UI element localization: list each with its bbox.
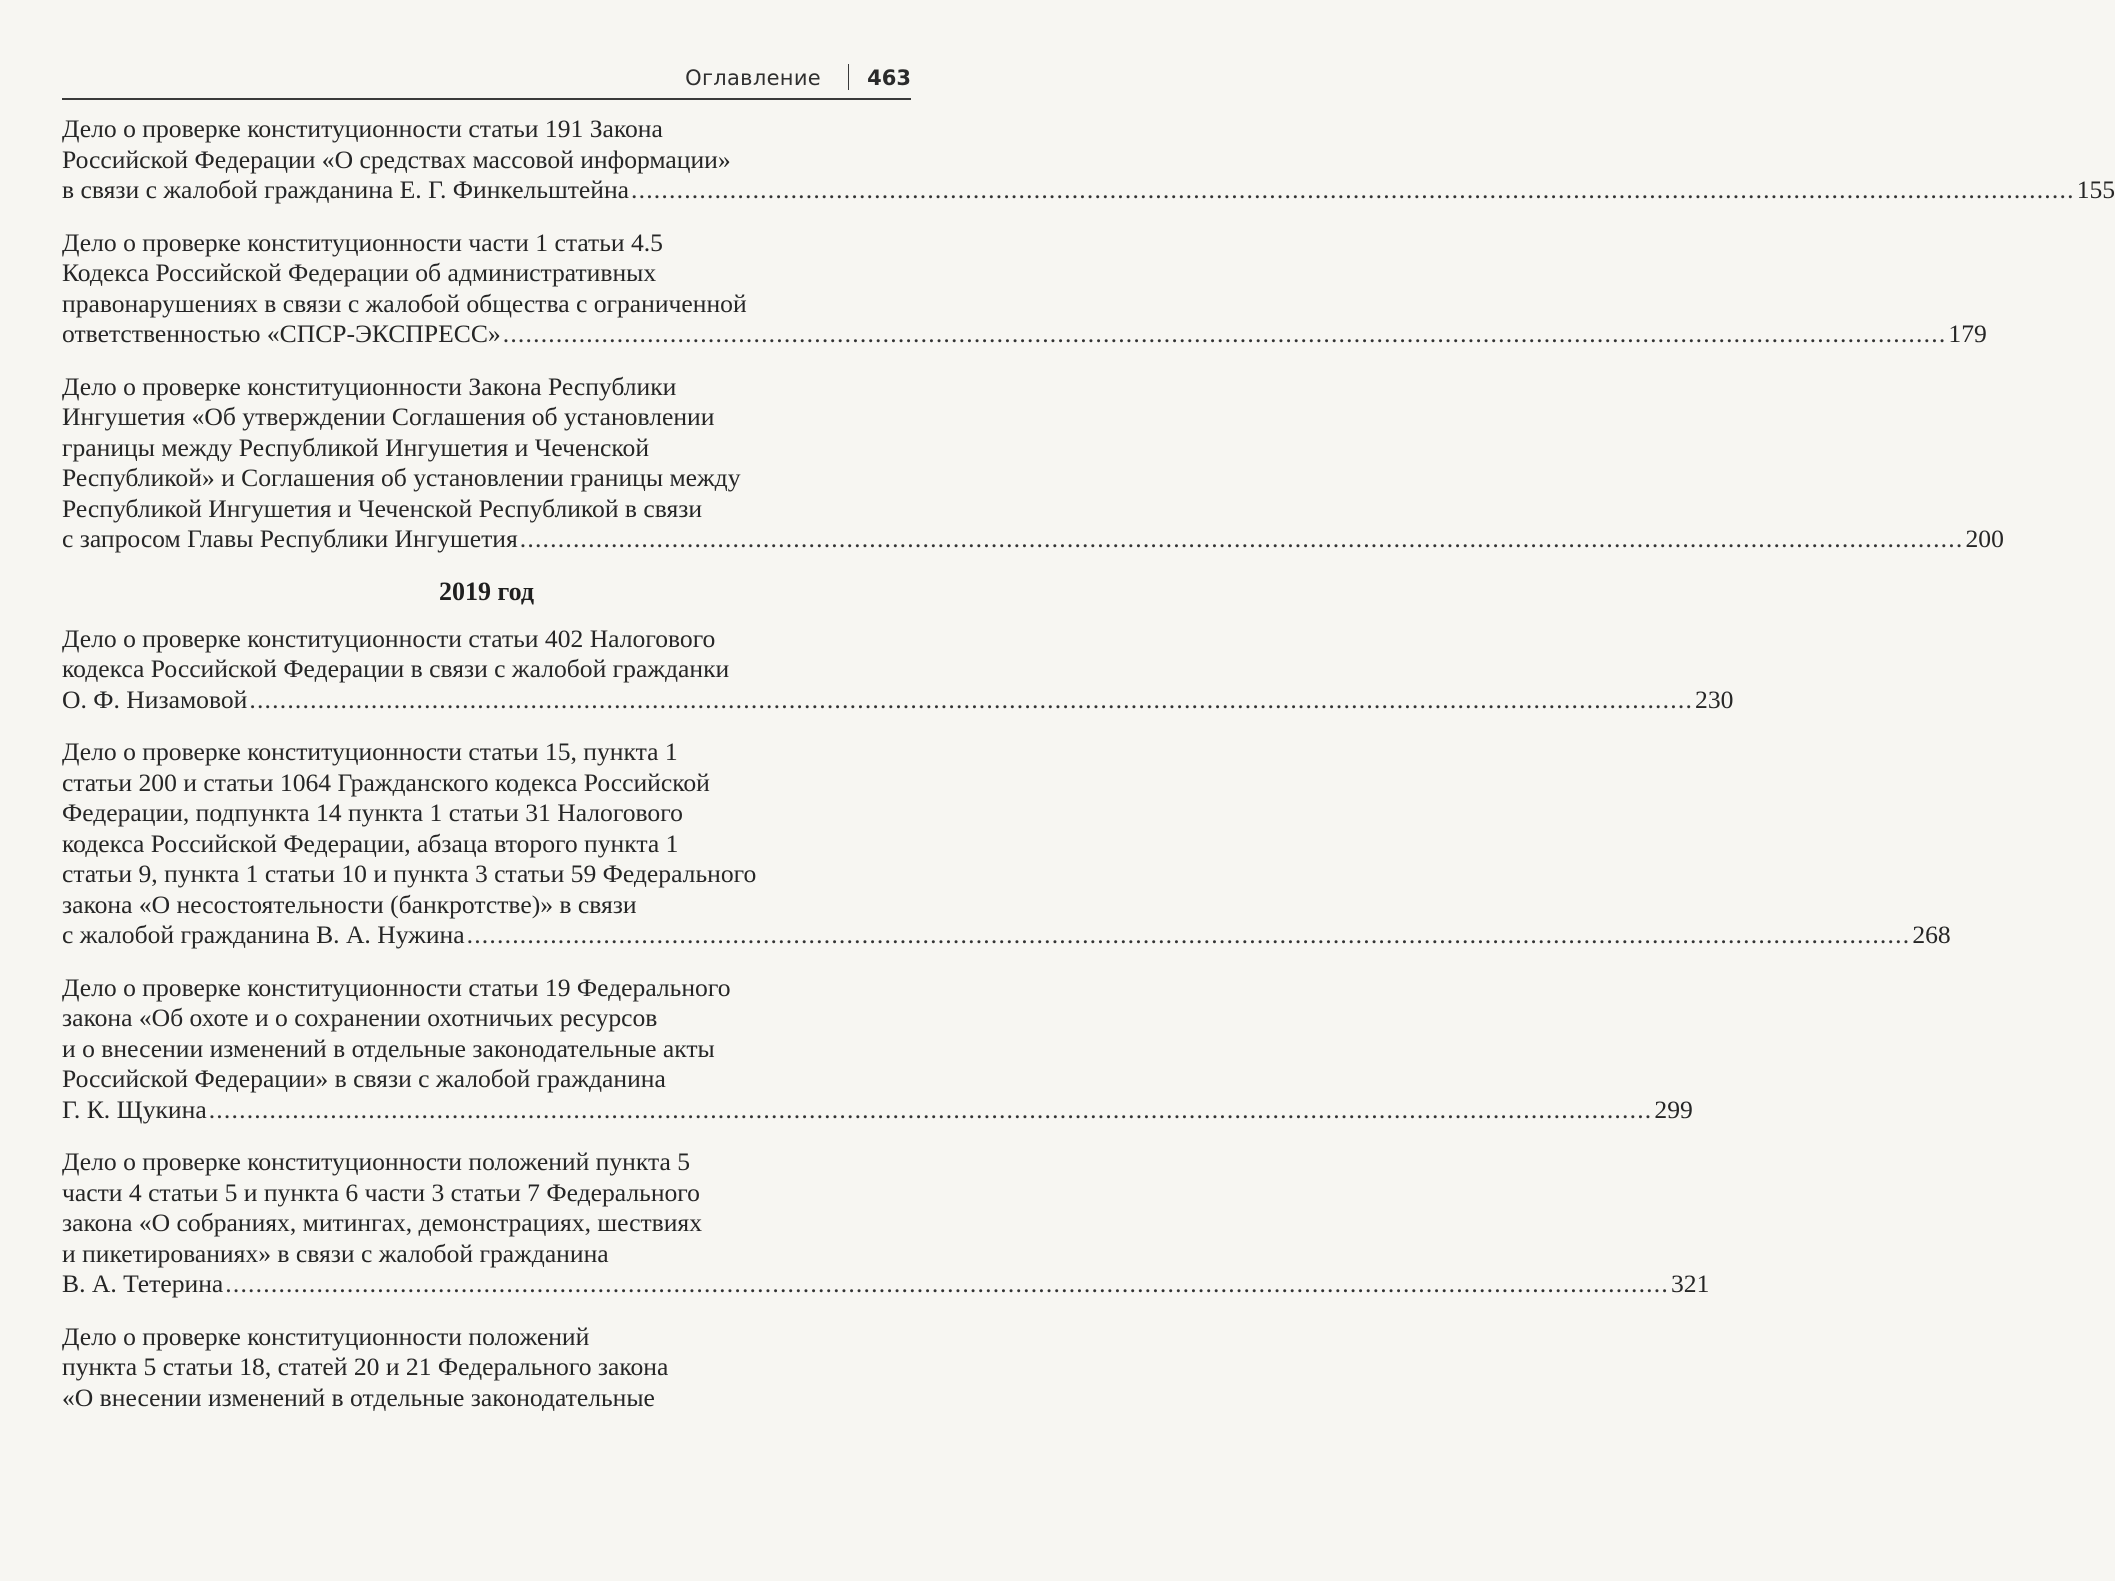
dot-leader: ..............................................................................................................................................................................................: [466, 920, 1911, 949]
toc-entry-line: в связи с жалобой гражданина Е. Г. Финкельштейна: [62, 175, 629, 204]
toc-entry-line: с запросом Главы Республики Ингушетия: [62, 524, 518, 553]
toc-entry-line: Дело о проверке конституционности статьи 19 Федерального: [62, 972, 731, 1002]
toc-entry-line: Республикой Ингушетия и Чеченской Республикой в связи: [62, 493, 703, 523]
toc-entry-line: части 4 статьи 5 и пункта 6 части 3 статьи 7 Федерального: [62, 1177, 700, 1207]
toc-page-number[interactable]: 179: [1948, 319, 1987, 348]
toc-entry-line: Дело о проверке конституционности статьи 15, пункта 1: [62, 737, 678, 766]
toc-entry-line: Кодекса Российской Федерации об административных: [62, 258, 657, 287]
toc-entry-last-line: [62, 175, 2115, 206]
dot-leader: ..............................................................................................................................................................................................: [631, 175, 2075, 204]
toc-page-number[interactable]: 200: [1965, 524, 2004, 553]
toc-entry-line: с жалобой гражданина В. А. Нужина: [62, 920, 465, 949]
toc-entry-line: Российской Федерации» в связи с жалобой гражданина: [62, 1064, 666, 1093]
toc-page-number[interactable]: 268: [1912, 920, 1951, 949]
running-head-separator: [848, 64, 850, 90]
toc-entry-line: статьи 200 и статьи 1064 Гражданского кодекса Российской: [62, 767, 710, 797]
toc-entry-line: Дело о проверке конституционности положений пункта 5: [62, 1147, 691, 1176]
toc-entry-line: и пикетированиях» в связи с жалобой гражданина: [62, 1238, 609, 1268]
dot-leader: ..............................................................................................................................................................................................: [249, 684, 1694, 714]
toc-entry-last-line: [62, 319, 1987, 350]
running-head: [62, 62, 911, 100]
toc-entry-line: правонарушениях в связи с жалобой общества с ограниченной: [62, 288, 747, 318]
toc-entry-line: Г. К. Щукина: [62, 1094, 207, 1124]
toc-entry-line: Российской Федерации «О средствах массовой информации»: [62, 144, 731, 174]
toc-entry-line: закона «О несостоятельности (банкротстве)» в связи: [62, 889, 637, 919]
book-page: [62, 0, 2115, 1581]
toc-entry[interactable]: [62, 737, 1951, 951]
toc-entry[interactable]: [62, 623, 1734, 716]
toc-entry-line: ответственностью «СПСР-ЭКСПРЕСС»: [62, 319, 501, 348]
toc-entry-line: Республикой» и Соглашения об установлении границы между: [62, 463, 741, 492]
toc-entry-line: Федерации, подпункта 14 пункта 1 статьи 31 Налогового: [62, 798, 683, 827]
toc-entry-continued[interactable]: [62, 1322, 911, 1414]
toc-entry[interactable]: [62, 227, 1987, 350]
toc-entry-line: границы между Республикой Ингушетия и Чеченской: [62, 432, 650, 462]
toc-entry-line: О. Ф. Низамовой: [62, 684, 248, 714]
toc-entry-line: Ингушетия «Об утверждении Соглашения об установлении: [62, 402, 715, 431]
toc-entry-last-line: [62, 920, 1951, 951]
toc-entry-last-line: [62, 1094, 1693, 1126]
toc-entry[interactable]: [62, 1147, 1710, 1300]
toc-entry[interactable]: [62, 972, 1693, 1126]
running-head-title: Оглавление: [685, 66, 821, 90]
year-heading: 2019 год: [438, 576, 535, 606]
page-number: 463: [867, 66, 911, 90]
toc-entry-line: Дело о проверке конституционности статьи 191 Закона: [62, 114, 663, 143]
toc-entry-line: закона «Об охоте и о сохранении охотничьих ресурсов: [62, 1003, 658, 1032]
toc-entry-last-line: [62, 684, 1734, 716]
toc-entry-line: В. А. Тетерина: [62, 1269, 224, 1298]
dot-leader: ..............................................................................................................................................................................................: [519, 524, 1964, 553]
toc-entry-line: Дело о проверке конституционности части 1 статьи 4.5: [62, 227, 663, 257]
toc-entry-line: пункта 5 статьи 18, статей 20 и 21 Федерального закона: [62, 1352, 669, 1381]
toc-page-number[interactable]: 321: [1670, 1269, 1710, 1298]
dot-leader: ..............................................................................................................................................................................................: [225, 1269, 1669, 1298]
toc-entry-line: Дело о проверке конституционности Закона Республики: [62, 371, 677, 401]
toc-page-number[interactable]: 230: [1695, 684, 1734, 714]
table-of-contents: [62, 114, 2115, 1435]
toc-entry[interactable]: [62, 114, 2115, 206]
toc-entry-line: статьи 9, пункта 1 статьи 10 и пункта 3 статьи 59 Федерального: [62, 859, 757, 888]
dot-leader: ..............................................................................................................................................................................................: [502, 319, 1947, 348]
toc-page-number[interactable]: 155: [2076, 175, 2115, 204]
toc-entry-line: и о внесении изменений в отдельные законодательные акты: [62, 1033, 715, 1063]
toc-entry-line: Дело о проверке конституционности положений: [62, 1321, 590, 1351]
toc-entry-last-line: [62, 524, 2004, 555]
toc-page-number[interactable]: 299: [1654, 1094, 1693, 1124]
dot-leader: ..............................................................................................................................................................................................: [208, 1094, 1653, 1124]
toc-entry[interactable]: [62, 371, 2004, 555]
toc-entry-line: закона «О собраниях, митингах, демонстрациях, шествиях: [62, 1208, 702, 1237]
toc-entry-line: кодекса Российской Федерации в связи с жалобой гражданки: [62, 654, 730, 683]
toc-entry-last-line: [62, 1269, 1710, 1300]
toc-entry-line: «О внесении изменений в отдельные законодательные: [62, 1382, 655, 1412]
toc-entry-line: Дело о проверке конституционности статьи 402 Налогового: [62, 623, 716, 653]
toc-entry-line: кодекса Российской Федерации, абзаца второго пункта 1: [62, 828, 679, 858]
